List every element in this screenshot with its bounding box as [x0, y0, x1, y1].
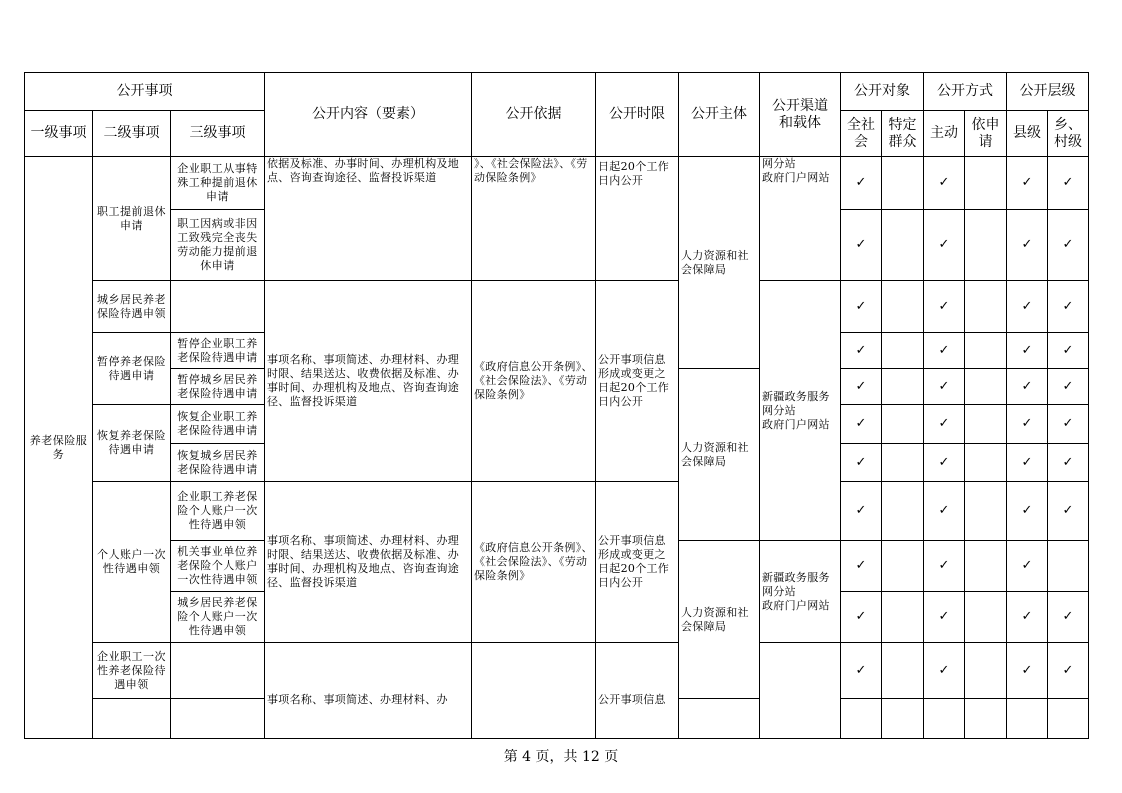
header-target-special: 特定群众	[882, 111, 924, 157]
lv3-item: 职工因病或非因工致残完全丧失劳动能力提前退休申请	[171, 210, 265, 281]
lv3-item: 暂停企业职工养老保险待遇申请	[171, 333, 265, 369]
empty-cell	[882, 643, 924, 699]
empty-cell	[965, 643, 1007, 699]
empty-cell	[171, 699, 265, 739]
empty-cell	[882, 281, 924, 333]
empty-cell	[882, 592, 924, 643]
content-cell: 事项名称、事项简述、办理材料、办理时限、结果送达、收费依据及标准、办事时间、办理机构及地点、咨询查询途径、监督投诉渠道	[265, 281, 472, 482]
header-item: 公开事项	[25, 73, 265, 111]
check-mark: ✓	[924, 281, 965, 333]
header-method: 公开方式	[924, 73, 1007, 111]
content-cell: 事项名称、事项简述、办理材料、办	[265, 643, 472, 739]
header-level-county: 县级	[1007, 111, 1048, 157]
empty-cell	[841, 699, 882, 739]
basis-cell	[472, 643, 596, 739]
lv3-item: 恢复城乡居民养老保险待遇申请	[171, 444, 265, 482]
check-mark: ✓	[924, 157, 965, 210]
table-row	[25, 157, 1089, 210]
content-cell: 依据及标准、办事时间、办理机构及地点、咨询查询途径、监督投诉渠道	[265, 157, 472, 281]
empty-cell	[965, 210, 1007, 281]
header-level-village: 乡、村级	[1048, 111, 1089, 157]
check-mark: ✓	[1007, 369, 1048, 405]
empty-cell	[882, 541, 924, 592]
lv3-item: 机关事业单位养老保险个人账户一次性待遇申领	[171, 541, 265, 592]
check-mark: ✓	[1048, 333, 1089, 369]
time-limit-cell: 公开事项信息形成或变更之日起20个工作日内公开	[596, 482, 679, 643]
header-level: 公开层级	[1007, 73, 1089, 111]
check-mark: ✓	[841, 210, 882, 281]
lv2-item: 职工提前退休申请	[93, 157, 171, 281]
disclosure-table-sheet	[24, 72, 1088, 706]
check-mark: ✓	[924, 643, 965, 699]
check-mark: ✓	[1007, 444, 1048, 482]
check-mark: ✓	[841, 444, 882, 482]
lv3-item: 恢复企业职工养老保险待遇申请	[171, 405, 265, 444]
empty-cell	[965, 405, 1007, 444]
empty-cell	[965, 444, 1007, 482]
lv2-item: 暂停养老保险待遇申请	[93, 333, 171, 405]
subject-cell: 人力资源和社会保障局	[679, 157, 760, 369]
check-mark: ✓	[841, 482, 882, 541]
lv2-item: 企业职工一次性养老保险待遇申领	[93, 643, 171, 699]
time-limit-cell: 日起20个工作日内公开	[596, 157, 679, 281]
empty-cell	[679, 699, 760, 739]
empty-cell	[965, 482, 1007, 541]
empty-cell	[965, 369, 1007, 405]
lv3-item: 企业职工养老保险个人账户一次性待遇申领	[171, 482, 265, 541]
check-mark: ✓	[924, 210, 965, 281]
page-footer: 第 4 页，共 12 页	[503, 749, 619, 765]
header-lv3: 三级事项	[171, 111, 265, 157]
empty-cell	[965, 333, 1007, 369]
header-subject: 公开主体	[679, 73, 760, 157]
check-mark: ✓	[841, 333, 882, 369]
header-row-1	[25, 73, 1089, 111]
header-target: 公开对象	[841, 73, 924, 111]
header-time-limit: 公开时限	[596, 73, 679, 157]
check-mark: ✓	[1048, 369, 1089, 405]
header-basis: 公开依据	[472, 73, 596, 157]
check-mark: ✓	[841, 369, 882, 405]
header-lv2: 二级事项	[93, 111, 171, 157]
lv3-item: 暂停城乡居民养老保险待遇申请	[171, 369, 265, 405]
check-mark: ✓	[1007, 157, 1048, 210]
basis-cell: 《政府信息公开条例》、《社会保险法》、《劳动保险条例》	[472, 281, 596, 482]
time-limit-cell: 公开事项信息	[596, 643, 679, 739]
check-mark: ✓	[1048, 405, 1089, 444]
empty-cell	[882, 333, 924, 369]
lv2-item: 个人账户一次性待遇申领	[93, 482, 171, 643]
channel-cell	[760, 643, 841, 739]
check-mark: ✓	[1007, 482, 1048, 541]
empty-cell	[882, 210, 924, 281]
channel-cell: 网分站 政府门户网站	[760, 157, 841, 281]
lv1-item: 养老保险服务	[25, 157, 93, 739]
empty-cell	[965, 699, 1007, 739]
check-mark: ✓	[841, 541, 882, 592]
check-mark: ✓	[1048, 444, 1089, 482]
check-mark: ✓	[1048, 157, 1089, 210]
empty-cell	[924, 699, 965, 739]
empty-cell	[882, 444, 924, 482]
empty-cell	[882, 482, 924, 541]
empty-cell	[171, 281, 265, 333]
empty-cell	[882, 157, 924, 210]
lv2-item: 恢复养老保险待遇申请	[93, 405, 171, 482]
check-mark: ✓	[1048, 281, 1089, 333]
empty-cell	[93, 699, 171, 739]
channel-cell: 新疆政务服务网分站 政府门户网站	[760, 541, 841, 643]
content-cell: 事项名称、事项简述、办理材料、办理时限、结果送达、收费依据及标准、办事时间、办理机构及地点、咨询查询途径、监督投诉渠道	[265, 482, 472, 643]
check-mark: ✓	[1007, 210, 1048, 281]
empty-cell	[882, 405, 924, 444]
check-mark: ✓	[1007, 281, 1048, 333]
check-mark: ✓	[924, 541, 965, 592]
lv2-item: 城乡居民养老保险待遇申领	[93, 281, 171, 333]
check-mark: ✓	[841, 405, 882, 444]
check-mark: ✓	[924, 592, 965, 643]
check-mark: ✓	[1048, 592, 1089, 643]
empty-cell	[965, 541, 1007, 592]
basis-cell: 《政府信息公开条例》、《社会保险法》、《劳动保险条例》	[472, 482, 596, 643]
empty-cell	[171, 643, 265, 699]
time-limit-cell: 公开事项信息形成或变更之日起20个工作日内公开	[596, 281, 679, 482]
check-mark: ✓	[924, 405, 965, 444]
check-mark: ✓	[841, 643, 882, 699]
header-target-all: 全社会	[841, 111, 882, 157]
empty-cell	[965, 592, 1007, 643]
channel-cell: 新疆政务服务网分站 政府门户网站	[760, 281, 841, 541]
check-mark: ✓	[1007, 592, 1048, 643]
empty-cell	[965, 281, 1007, 333]
empty-cell	[965, 157, 1007, 210]
check-mark: ✓	[1048, 643, 1089, 699]
empty-cell	[1048, 699, 1089, 739]
check-mark: ✓	[1048, 482, 1089, 541]
empty-cell	[1007, 699, 1048, 739]
header-method-apply: 依申请	[965, 111, 1007, 157]
check-mark: ✓	[924, 444, 965, 482]
empty-cell	[882, 699, 924, 739]
check-mark: ✓	[924, 482, 965, 541]
header-channel: 公开渠道和载体	[760, 73, 841, 157]
table-row	[25, 482, 1089, 541]
subject-cell: 人力资源和社会保障局	[679, 541, 760, 699]
check-mark: ✓	[841, 281, 882, 333]
disclosure-table	[24, 72, 1089, 739]
subject-cell: 人力资源和社会保障局	[679, 369, 760, 541]
check-mark: ✓	[924, 369, 965, 405]
basis-cell: 》、《社会保险法》、《劳动保险条例》	[472, 157, 596, 281]
table-row	[25, 281, 1089, 333]
check-mark: ✓	[1048, 210, 1089, 281]
lv3-item: 企业职工从事特殊工种提前退休申请	[171, 157, 265, 210]
lv3-item: 城乡居民养老保险个人账户一次性待遇申领	[171, 592, 265, 643]
empty-cell	[1048, 541, 1089, 592]
check-mark: ✓	[1007, 643, 1048, 699]
check-mark: ✓	[841, 157, 882, 210]
header-content: 公开内容（要素）	[265, 73, 472, 157]
check-mark: ✓	[924, 333, 965, 369]
check-mark: ✓	[1007, 541, 1048, 592]
table-row	[25, 643, 1089, 699]
check-mark: ✓	[1007, 405, 1048, 444]
header-method-active: 主动	[924, 111, 965, 157]
header-lv1: 一级事项	[25, 111, 93, 157]
check-mark: ✓	[1007, 333, 1048, 369]
check-mark: ✓	[841, 592, 882, 643]
empty-cell	[882, 369, 924, 405]
